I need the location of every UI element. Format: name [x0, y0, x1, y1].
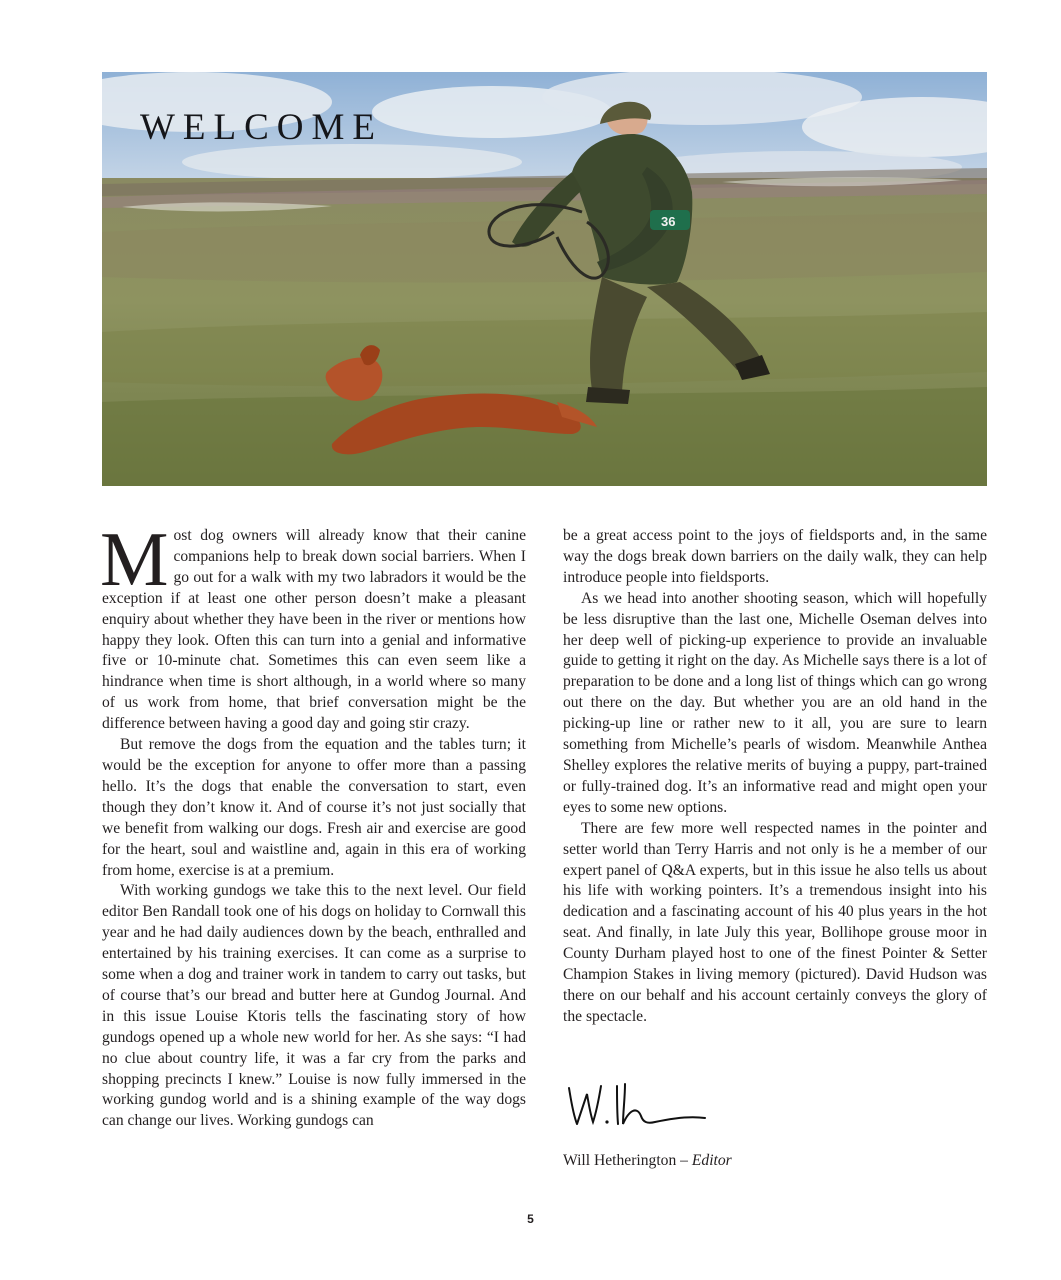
- article-paragraph: There are few more well respected names in the pointer and setter world than Terry Harris and not only is he a member of our expert panel of Q&A experts, but in this issue he also tells us about his life with working pointers. It’s a tremendous insight into his dedication and a fascinating account of his 40 plus years in the hot seat. And finally, in late July this year, Bollihope grouse moor in County Durham played host to one of the finest Pointer & Setter Champion Stakes in living memory (pictured). David Hudson was there on our behalf and his account certainly conveys the glory of the spectacle.: [563, 819, 987, 1025]
- article-paragraph: be a great access point to the joys of fieldsports and, in the same way the dogs break down barriers on the daily walk, they can help introduce people into fieldsports.: [563, 527, 987, 586]
- paragraph-text: ost dog owners will already know that their canine companions help to break down social barriers. When I go out for a walk with my two labradors it would be the exception if at least one other person doesn’t make a pleasant enquiry about whether they have been in the river or mentions how happy they look. Often this can turn into a genial and informative five or 10-minute chat. Sometimes this can even seem like a hindrance when time is short although, in a world where so many of us work from home, that brief conversation might be the difference between having a good day and going stir crazy.: [102, 527, 526, 733]
- editor-signoff: [563, 1152, 732, 1170]
- article-paragraph: [100, 516, 526, 735]
- article-paragraph: As we head into another shooting season, which will hopefully be less disruptive than the last one, Michelle Oseman delves into her deep well of picking-up experience to provide an invaluable guide to getting it right on the day. As Michelle says there is a lot of preparation to be done and a long list of things which can go wrong out there on the day. But whether you are an old hand in the picking-up line or rather new to it all, you are sure to learn something from Michelle’s pearls of wisdom. Meanwhile Anthea Shelley explores the relative merits of buying a puppy, part-trained or fully-trained dog. It’s an informative read and might open your eyes to some new options.: [563, 589, 987, 816]
- armband-number: 36: [661, 214, 676, 229]
- drop-cap: M: [100, 516, 169, 602]
- page-title: WELCOME: [140, 107, 384, 148]
- article-paragraph: With working gundogs we take this to the next level. Our field editor Ben Randall took one of his dogs on holiday to Cornwall this year and he had daily audiences down by the beach, enthralled and entertained by his training exercises. It can come as a surprise to some when a dog and trainer work in tandem to carry out tasks, but of course that’s our bread and butter here at Gundog Journal. And in this issue Louise Ktoris tells the fascinating story of how gundogs opened up a whole new world for her. As she says: “I had no clue about country life, it was a far cry from the parks and shopping precincts I knew.” Louise is now fully immersed in the working gundog world and is a shining example of the way dogs can change our lives. Working gundogs can: [102, 882, 526, 1130]
- article-column-left: [100, 516, 526, 1132]
- hero-photo: [102, 72, 987, 486]
- article-column-right: [563, 526, 987, 1028]
- editor-role: Editor: [691, 1152, 732, 1169]
- page-number: 5: [527, 1212, 534, 1226]
- editor-name: Will Hetherington: [563, 1152, 677, 1169]
- editor-signature: [563, 1080, 713, 1134]
- signoff-dash: –: [676, 1152, 692, 1169]
- article-paragraph: But remove the dogs from the equation and the tables turn; it would be the exception for anyone to offer more than a passing hello. It’s the dogs that enable the conversation to start, even though they don’t know it. And of course it’s not just socially that we benefit from walking our dogs. Fresh air and exercise are good for the heart, soul and waistline and, again in this era of working from home, exercise is at a premium.: [102, 736, 526, 879]
